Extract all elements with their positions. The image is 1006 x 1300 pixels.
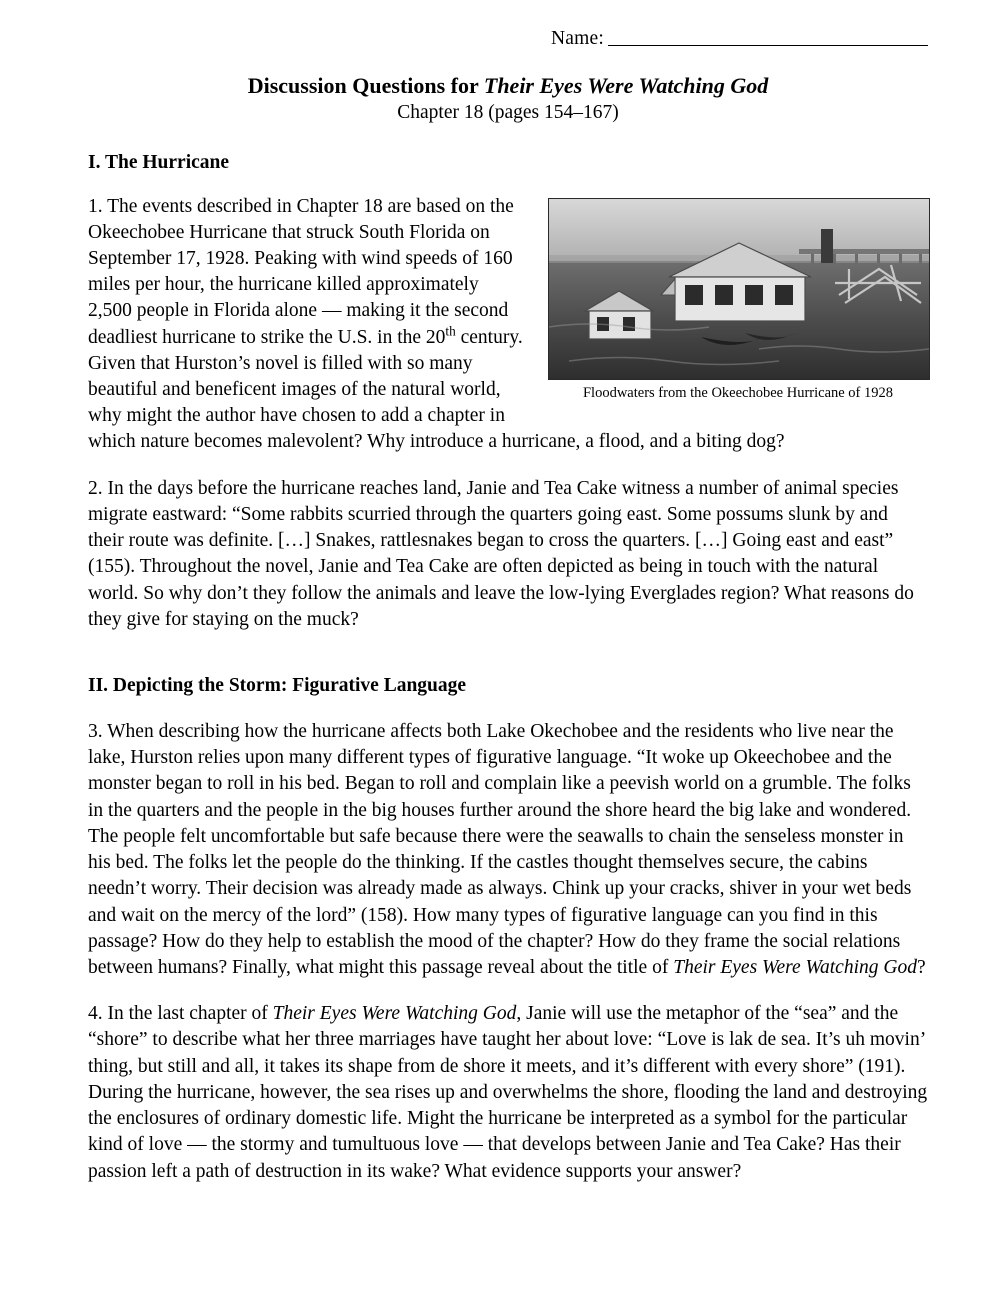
section-heading-2: II. Depicting the Storm: Figurative Language xyxy=(88,675,467,696)
question-4-text-b: , Janie will use the metaphor of the “sea” and the “shore” to describe what her three marriages have taught her about love: “Love is lak de sea. It’s uh movin’ thing, but still and all, it takes its shape from de shore it meets, and it’s different with every shore” (191). During the hurricane, however, the sea rises up and overwhelms the shore, flooding the land and destroying the enclosures of ordinary domestic life. Might the hurricane be interpreted as a symbol for the particular kind of love — the stormy and tumultuous love — that develops between Janie and Tea Cake? Has their passion left a path of destruction in its wake? What evidence supports your answer? xyxy=(88,1003,928,1182)
page-title-book: Their Eyes Were Watching God xyxy=(483,73,769,98)
page-title xyxy=(88,72,928,100)
page-subtitle: Chapter 18 (pages 154–167) xyxy=(397,101,619,123)
name-blank-rule[interactable] xyxy=(608,45,928,46)
figure-okeechobee-flood xyxy=(548,198,928,402)
question-3-text-b: ? xyxy=(916,956,926,978)
question-4-text-a: 4. In the last chapter of xyxy=(88,1003,273,1025)
page-title-prefix: Discussion Questions for xyxy=(247,73,484,98)
question-3-text-a: 3. When describing how the hurricane affects both Lake Okechobee and the residents who live near the lake, Hurston relies upon many different types of figurative language. “It woke up Okeechobee and the monster began to roll in his bed. Began to roll and complain like a peevish world on a grumble. The folks in the quarters and the people in the big houses further around the shore heard the big lake and wondered. The people felt uncomfortable but safe because there were the seawalls to chain the senseless monster in his bed. The folks let the people do the thinking. If the castles thought themselves secure, the cabins needn’t worry. Their decision was already made as always. Chink up your cracks, shiver in your wet beds and wait on the mercy of the lord” (158). How many types of figurative language can you find in this passage? How do they help to establish the mood of the chapter? How do they frame the social relations between humans? Finally, what might this passage reveal about the title of xyxy=(88,721,912,978)
question-2: 2. In the days before the hurricane reaches land, Janie and Tea Cake witness a number of animal species migrate eastward: “Some rabbits scurried through the quarters going east. Some possums slunk by and their route was definite. […] Snakes, rattlesnakes began to cross the quarters. […] Going east and east” (155). Throughout the novel, Janie and Tea Cake are often depicted as being in touch with the natural world. So why don’t they follow the animals and leave the low-lying Everglades region? What reasons do they give for staying on the muck? xyxy=(88,477,914,630)
section-heading-1: I. The Hurricane xyxy=(88,151,230,173)
question-1-text-a: 1. The events described in Chapter 18 are based on the Okeechobee Hurricane that struck South Florida on September 17, 1928. Peaking with wind speeds of 160 miles per hour, the hurricane killed approximately 2,500 people in Florida alone — making it the second deadliest hurricane to strike the U.S. in the 20 xyxy=(88,195,514,348)
question-4-book-title: Their Eyes Were Watching God xyxy=(272,1003,517,1025)
name-field-line xyxy=(88,28,928,50)
question-4 xyxy=(88,1001,928,1185)
historical-photo-flooded-house xyxy=(548,198,930,380)
figure-caption: Floodwaters from the Okeechobee Hurricane of 1928 xyxy=(582,384,894,401)
flood-photo-graphic xyxy=(549,199,929,379)
question-1-text-b: century. Given that Hurston’s novel is filled with so many beautiful and beneficent images of the natural world, why might the author have chosen to add a chapter in which nature becomes malevolent? Why introduce a hurricane, a flood, and a biting dog? xyxy=(88,326,785,453)
question-1-ordinal: th xyxy=(445,323,456,339)
question-3-book-title: Their Eyes Were Watching God xyxy=(673,956,917,978)
question-3 xyxy=(88,719,928,981)
name-label: Name: xyxy=(551,28,604,49)
